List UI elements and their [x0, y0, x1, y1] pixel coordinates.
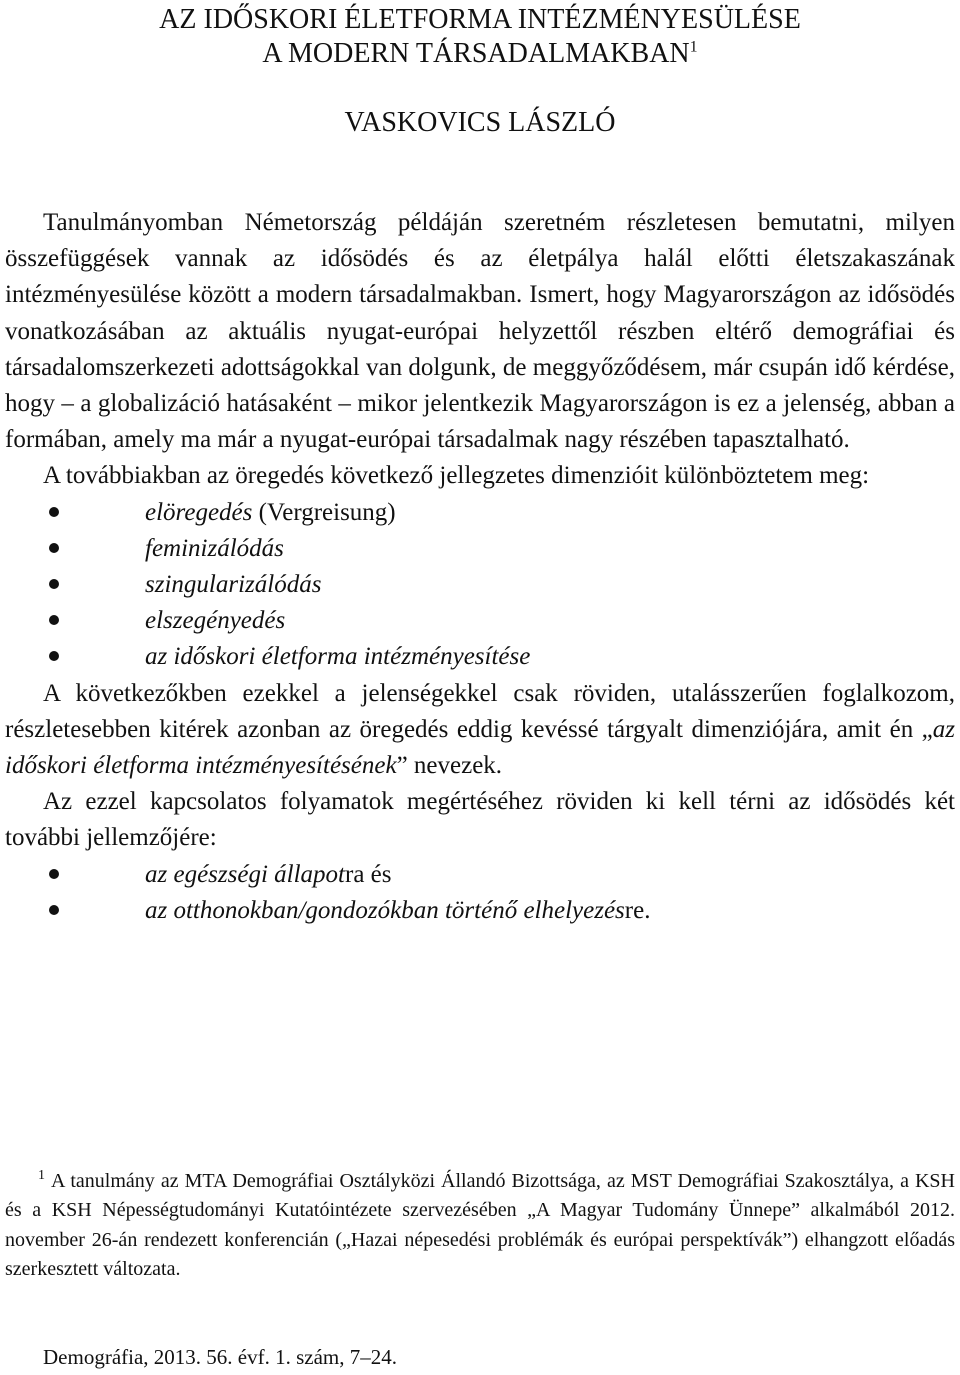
bullet-icon — [49, 615, 59, 625]
list-item: szingularizálódás — [5, 567, 955, 603]
list-item: elszegényedés — [5, 603, 955, 639]
list-item: elöregedés (Vergreisung) — [5, 495, 955, 531]
list-item: az időskori életforma intézményesítése — [5, 639, 955, 675]
list-item: az otthonokban/gondozókban történő elhelyezésre. — [5, 893, 955, 929]
journal-citation: Demográfia, 2013. 56. évf. 1. szám, 7–24. — [43, 1345, 397, 1369]
dimensions-list — [5, 495, 955, 676]
list-item: az egészségi állapotra és — [5, 857, 955, 893]
list-item: feminizálódás — [5, 531, 955, 567]
paragraph-focus: A következőkben ezekkel a jelenségekkel csak röviden, utalásszerűen foglalkozom, részletesebben kitérek azonban az öregedés eddig kevéssé tárgyalt dimenziójára, amit én „az időskori életforma intézményesítésének” nevezek. — [5, 679, 955, 780]
title-footnote-mark[interactable]: 1 — [689, 38, 698, 56]
bullet-icon — [49, 543, 59, 553]
paragraph-intro: Tanulmányomban Németország példáján szeretném részletesen bemutatni, milyen összefüggések vannak az idősödés és az életpálya halál előtti életszakaszának intézményesülése között a modern társadalmakban. Ismert, hogy Magyarországon az idősödés vonatkozásában az aktuális nyugat-európai helyzettől részben eltérő demográfiai és társadalomszerkezeti adottságokkal van dolgunk, de meggyőződésem, már csupán idő kérdése, hogy – a globalizáció hatásaként – mikor jelentkezik Magyarországon is ez a jelenség, abban a formában, amely ma már a nyugat-európai társadalmak nagy részében tapasztalható. — [5, 209, 955, 454]
bullet-icon — [49, 869, 59, 879]
bullet-icon — [49, 579, 59, 589]
bullet-icon — [49, 507, 59, 517]
article-title-line-1: AZ IDŐSKORI ÉLETFORMA INTÉZMÉNYESÜLÉSE — [159, 4, 801, 35]
footnote-text: A tanulmány az MTA Demográfiai Osztályközi Állandó Bizottsága, az MST Demográfiai Szakosztálya, a KSH és a KSH Népességtudományi Kutatóintézete szervezésében „A Magyar Tudomány Ünnepe” alkalmából 2012. november 26-án rendezett konferencián („Hazai népesedési problémák és európai perspektívák”) elhangzott előadás szerkesztett változata. — [5, 1170, 955, 1280]
author-name: VASKOVICS LÁSZLÓ — [344, 107, 616, 138]
article-body — [5, 205, 955, 929]
article-title-line-2: A MODERN TÁRSADALMAKBAN$^1$ — [262, 38, 698, 69]
bullet-icon — [49, 905, 59, 915]
footnote — [5, 1167, 955, 1284]
footnote-number: 1 — [38, 1168, 45, 1184]
characteristics-list — [5, 857, 955, 929]
bullet-icon — [49, 651, 59, 661]
paragraph-further: Az ezzel kapcsolatos folyamatok megértéséhez röviden ki kell térni az idősödés két további jellemzőjére: — [5, 788, 955, 852]
paragraph-dimensions-intro: A továbbiakban az öregedés következő jellegzetes dimenzióit különböztetem meg: — [43, 462, 870, 490]
